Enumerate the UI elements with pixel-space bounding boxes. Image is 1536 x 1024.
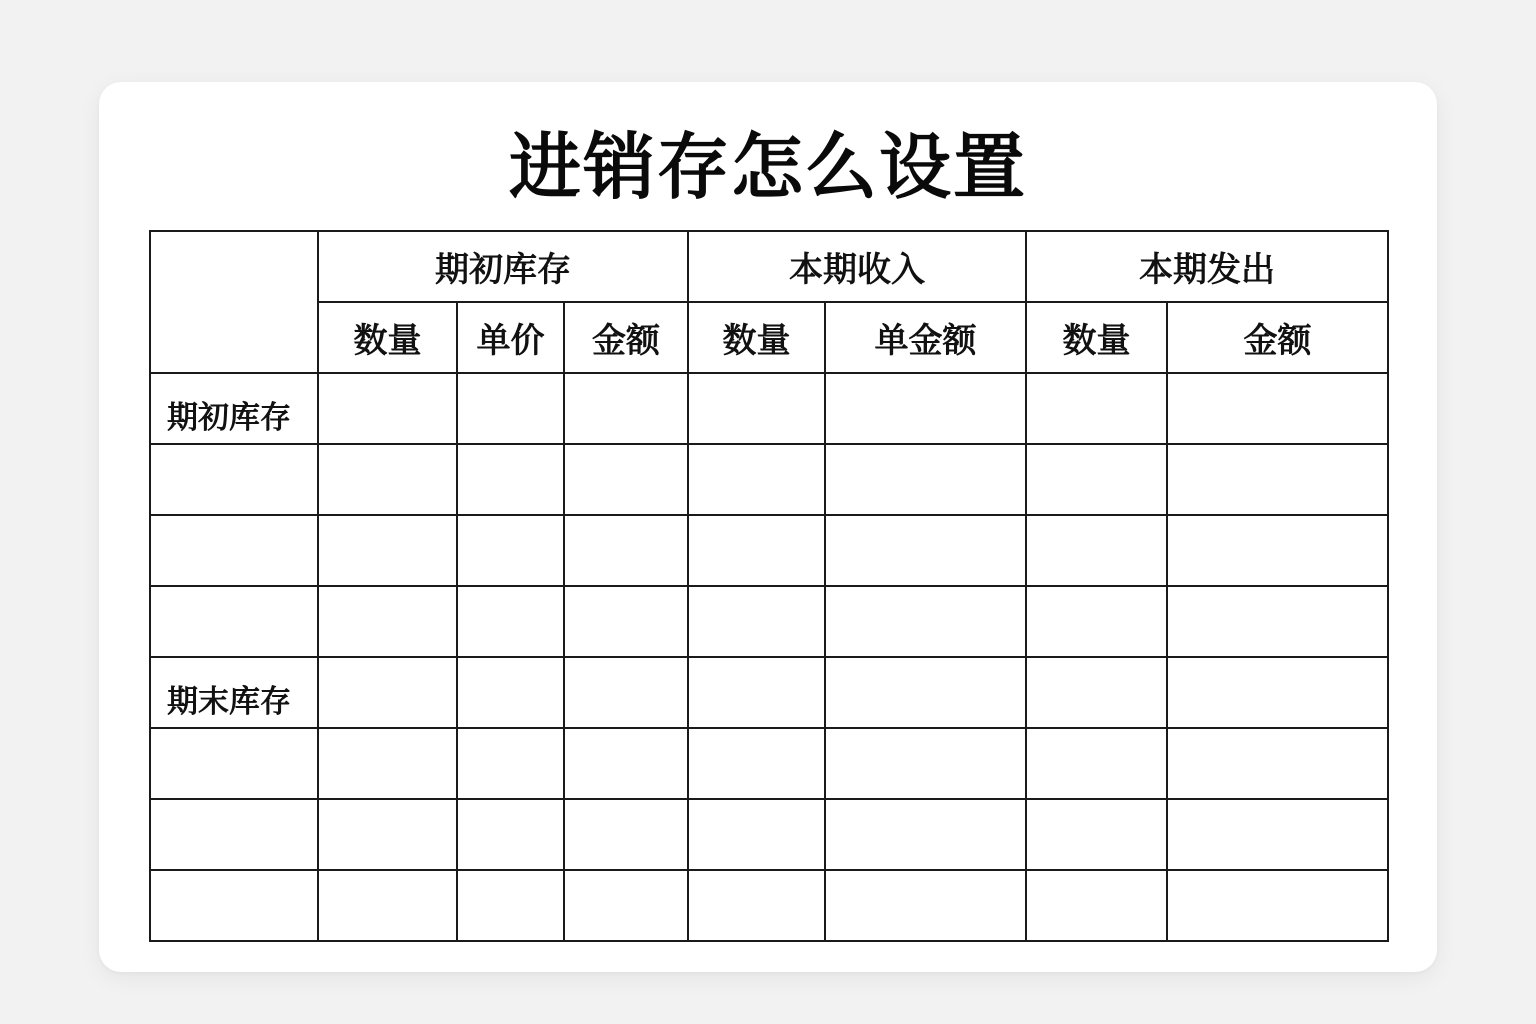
table-cell[interactable] [688,657,825,728]
table-cell[interactable] [564,799,688,870]
row-label [150,515,318,586]
subheader-cell: 数量 [1026,302,1167,373]
row-label: 期初库存 [150,373,318,444]
table-cell[interactable] [1026,444,1167,515]
header-row-sub [150,302,1388,373]
table-cell[interactable] [1167,657,1388,728]
table-cell[interactable] [564,444,688,515]
table-cell[interactable] [1026,870,1167,941]
table-row [150,728,1388,799]
table-cell[interactable] [457,657,564,728]
table-cell[interactable] [564,586,688,657]
table-cell[interactable] [825,515,1026,586]
subheader-cell: 金额 [564,302,688,373]
table-cell[interactable] [688,444,825,515]
table-row [150,657,1388,728]
table-cell[interactable] [1167,728,1388,799]
table-cell[interactable] [1167,515,1388,586]
table-cell[interactable] [564,728,688,799]
subheader-cell: 数量 [688,302,825,373]
table-cell[interactable] [825,373,1026,444]
table-cell[interactable] [825,870,1026,941]
table-cell[interactable] [564,373,688,444]
table-cell[interactable] [457,728,564,799]
table-cell[interactable] [825,586,1026,657]
table-cell[interactable] [457,444,564,515]
table-cell[interactable] [318,799,457,870]
table-cell[interactable] [688,586,825,657]
table-cell[interactable] [1026,515,1167,586]
table-cell[interactable] [318,870,457,941]
table-cell[interactable] [1167,373,1388,444]
table-row [150,515,1388,586]
inventory-table [149,230,1389,942]
subheader-cell: 单金额 [825,302,1026,373]
table-cell[interactable] [688,515,825,586]
table-cell[interactable] [318,728,457,799]
group-header-outgoing: 本期发出 [1026,231,1388,302]
table-row [150,586,1388,657]
table-cell[interactable] [457,373,564,444]
header-row-groups [150,231,1388,302]
row-label [150,728,318,799]
table-cell[interactable] [688,728,825,799]
table-cell[interactable] [318,444,457,515]
row-label [150,586,318,657]
table-cell[interactable] [318,515,457,586]
table-cell[interactable] [457,515,564,586]
table-row [150,444,1388,515]
subheader-cell: 数量 [318,302,457,373]
row-label [150,870,318,941]
table-cell[interactable] [564,870,688,941]
table-cell[interactable] [457,799,564,870]
table-cell[interactable] [318,586,457,657]
row-label: 期末库存 [150,657,318,728]
table-cell[interactable] [1167,444,1388,515]
corner-cell [150,231,318,373]
table-cell[interactable] [825,728,1026,799]
table-cell[interactable] [1026,728,1167,799]
table-row [150,870,1388,941]
table-row [150,799,1388,870]
table-cell[interactable] [457,586,564,657]
group-header-income: 本期收入 [688,231,1026,302]
row-label [150,444,318,515]
subheader-cell: 单价 [457,302,564,373]
table-cell[interactable] [318,657,457,728]
table-cell[interactable] [1026,799,1167,870]
table-row [150,373,1388,444]
subheader-cell: 金额 [1167,302,1388,373]
table-cell[interactable] [457,870,564,941]
table-cell[interactable] [1167,870,1388,941]
table-cell[interactable] [688,799,825,870]
table-cell[interactable] [825,444,1026,515]
table-cell[interactable] [1026,657,1167,728]
table-cell[interactable] [564,515,688,586]
table-cell[interactable] [825,657,1026,728]
page-title: 进销存怎么设置 [508,125,1027,209]
table-cell[interactable] [1026,586,1167,657]
table-cell[interactable] [318,373,457,444]
table-cell[interactable] [1167,586,1388,657]
group-header-opening: 期初库存 [318,231,688,302]
table-cell[interactable] [825,799,1026,870]
table-cell[interactable] [564,657,688,728]
row-label [150,799,318,870]
table-cell[interactable] [688,373,825,444]
table-cell[interactable] [688,870,825,941]
table-cell[interactable] [1167,799,1388,870]
table-cell[interactable] [1026,373,1167,444]
